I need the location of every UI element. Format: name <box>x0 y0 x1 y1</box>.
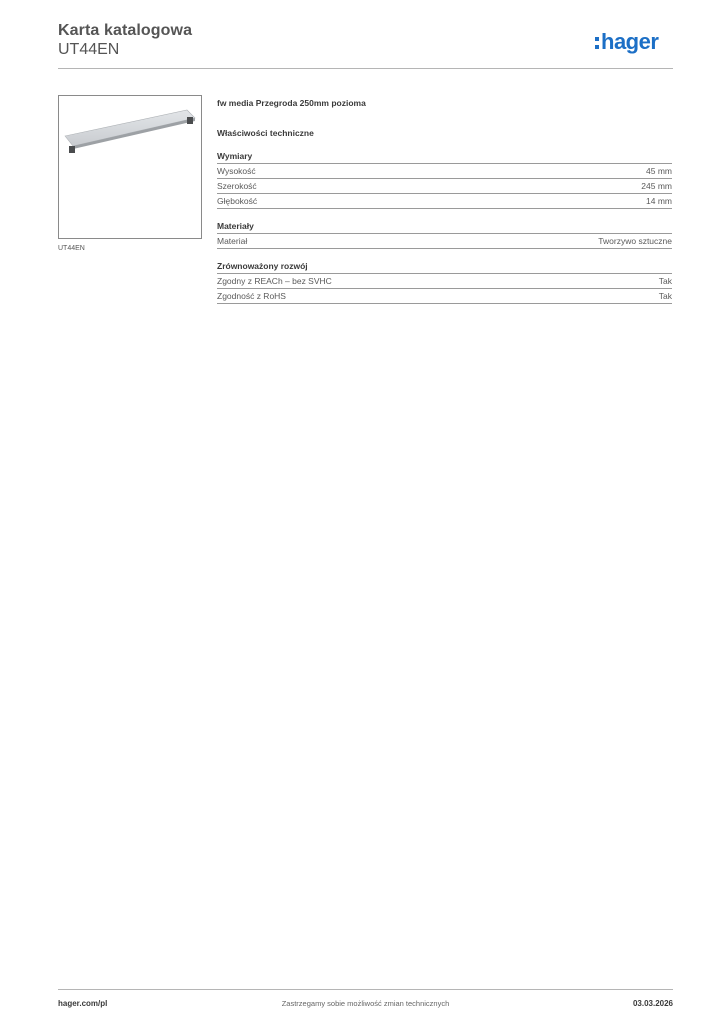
table-row <box>217 194 672 209</box>
group-sustainability <box>217 261 672 304</box>
product-name: fw media Przegroda 250mm pozioma <box>217 98 366 108</box>
document-title: Karta katalogowa <box>58 22 193 39</box>
group-title: Zrównoważony rozwój <box>217 261 672 274</box>
row-label: Szerokość <box>217 181 257 191</box>
page-footer <box>58 989 673 1020</box>
row-value: 45 mm <box>646 166 672 176</box>
row-label: Zgodność z RoHS <box>217 291 286 301</box>
document-code: UT44EN <box>58 41 120 58</box>
group-dimensions <box>217 151 672 209</box>
row-value: 245 mm <box>641 181 672 191</box>
partition-image <box>59 96 201 238</box>
group-title: Materiały <box>217 221 672 234</box>
footer-note: Zastrzegamy sobie możliwość zmian technicznych <box>281 999 450 1008</box>
row-value: Tak <box>658 276 672 286</box>
table-row <box>217 274 672 289</box>
row-value: 14 mm <box>646 196 672 206</box>
hager-logo <box>593 28 673 60</box>
table-row <box>217 164 672 179</box>
image-caption: UT44EN <box>58 245 85 252</box>
row-label: Wysokość <box>217 166 256 176</box>
properties-title: Właściwości techniczne <box>217 128 314 138</box>
table-row <box>217 234 672 249</box>
table-row <box>217 179 672 194</box>
product-details <box>217 97 672 304</box>
row-value: Tak <box>658 291 672 301</box>
row-label: Materiał <box>217 236 248 246</box>
group-title: Wymiary <box>217 151 672 164</box>
group-materials <box>217 221 672 249</box>
row-label: Zgodny z REACh – bez SVHC <box>217 276 332 286</box>
product-image <box>58 95 202 239</box>
table-row <box>217 289 672 304</box>
page-header <box>58 20 673 69</box>
row-value: Tworzywo sztuczne <box>598 236 672 246</box>
footer-date: 03.03.2026 <box>632 999 673 1008</box>
footer-website-link[interactable]: hager.com/pl <box>58 999 108 1008</box>
logo-text: hager <box>601 29 659 54</box>
row-label: Głębokość <box>217 196 258 206</box>
